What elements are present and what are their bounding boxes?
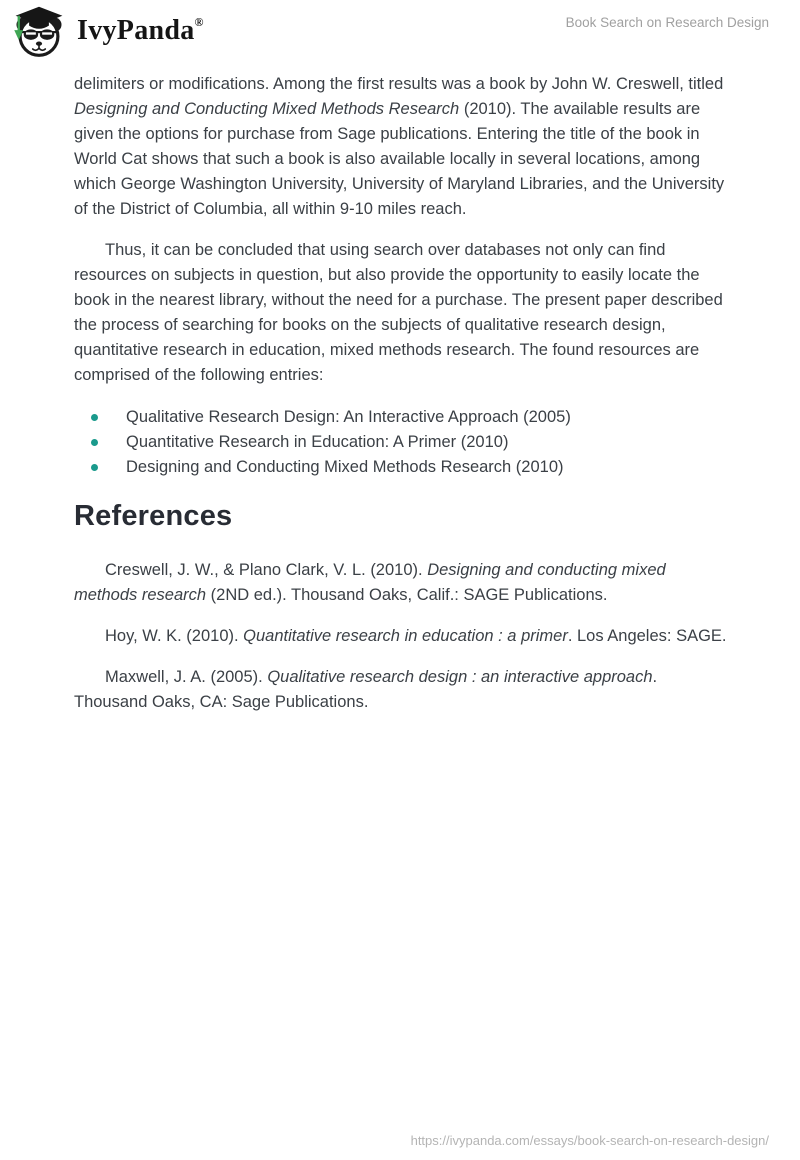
reference-entry: Creswell, J. W., & Plano Clark, V. L. (2010). Designing and conducting mixed methods research (2ND ed.). Thousand Oaks, Calif.: SAGE Publications. <box>74 561 666 604</box>
logo-wordmark: IvyPanda® <box>77 15 204 46</box>
found-books-list <box>74 405 728 480</box>
page-header <box>0 0 800 64</box>
list-item: Designing and Conducting Mixed Methods Research (2010) <box>74 455 728 480</box>
registered-trademark-symbol: ® <box>194 15 204 29</box>
document-title: Book Search on Research Design <box>565 15 769 30</box>
references-heading: References <box>74 500 233 532</box>
reference-entry: Hoy, W. K. (2010). Quantitative research in education : a primer. Los Angeles: SAGE. <box>105 627 727 645</box>
panda-graduate-icon <box>10 4 68 58</box>
bullet-icon <box>91 414 98 421</box>
bullet-icon <box>91 439 98 446</box>
source-url: https://ivypanda.com/essays/book-search-on-research-design/ <box>410 1133 769 1148</box>
paragraph: delimiters or modifications. Among the first results was a book by John W. Creswell, titled Designing and Conducting Mixed Methods Research (2010). The available results are given the options for purchase from Sage publications. Entering the title of the book in World Cat shows that such a book is also available locally in several locations, among which George Washington University, University of Maryland Libraries, and the University of the District of Columbia, all within 9-10 miles reach. <box>74 75 725 218</box>
reference-entry: Maxwell, J. A. (2005). Qualitative research design : an interactive approach. Thousand Oaks, CA: Sage Publications. <box>74 668 658 711</box>
paragraph: Thus, it can be concluded that using search over databases not only can find resources on subjects in question, but also provide the opportunity to easily locate the book in the nearest library, without the need for a purchase. The present paper described the process of searching for books on the subjects of qualitative research design, quantitative research in education, mixed methods research. The found resources are comprised of the following entries: <box>74 241 723 384</box>
document-body <box>74 72 728 715</box>
list-item: Qualitative Research Design: An Interactive Approach (2005) <box>74 405 728 430</box>
ivypanda-logo[interactable] <box>10 4 204 58</box>
list-item: Quantitative Research in Education: A Primer (2010) <box>74 430 728 455</box>
bullet-icon <box>91 464 98 471</box>
